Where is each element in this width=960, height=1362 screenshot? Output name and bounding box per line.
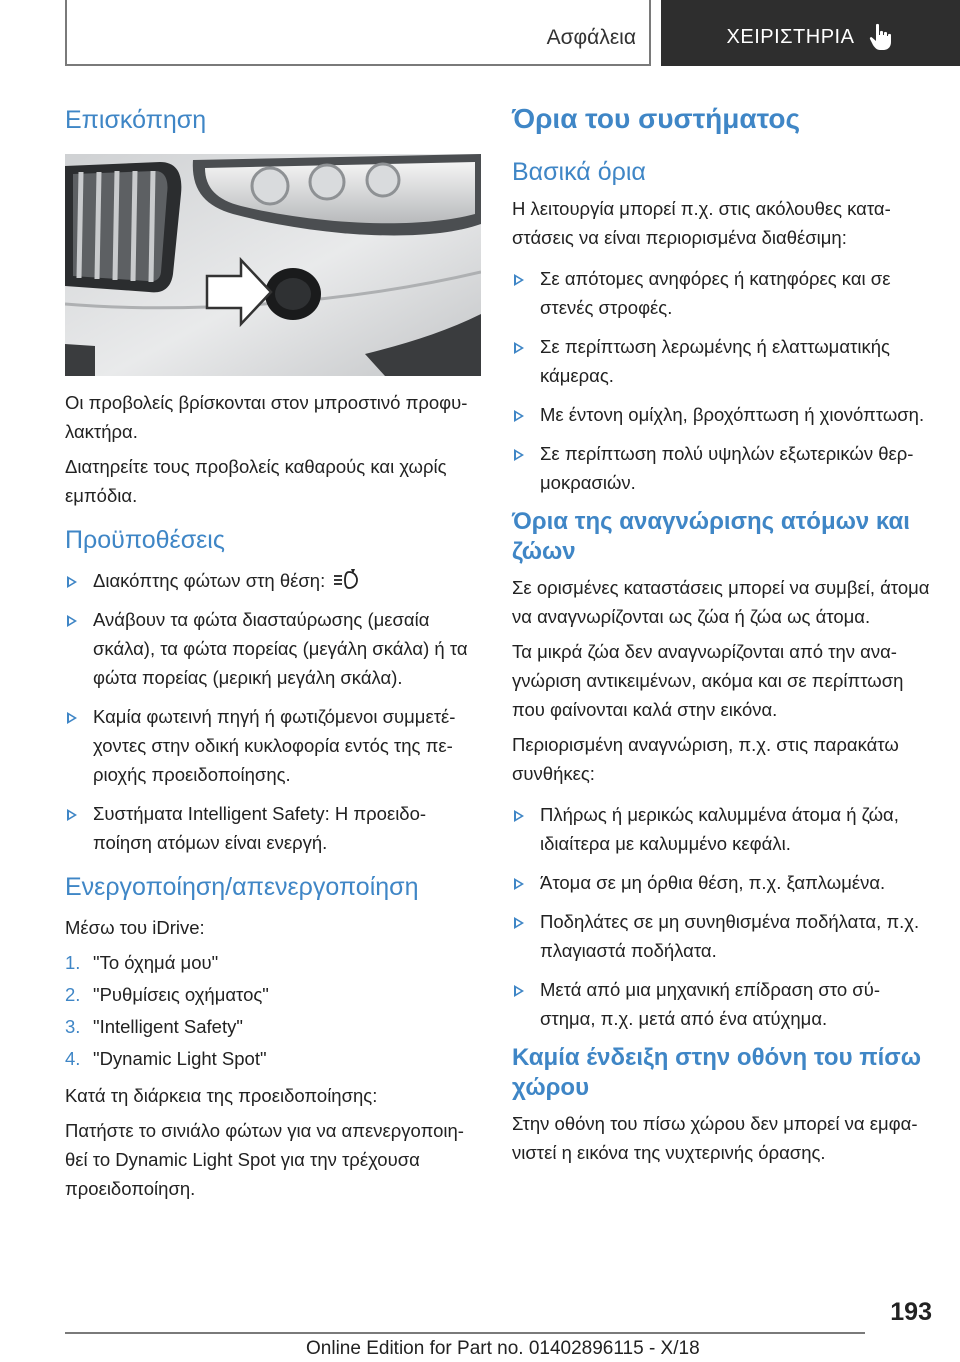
bullet-triangle-icon [514, 410, 524, 422]
bullet-triangle-icon [67, 576, 77, 588]
bullet-triangle-icon [514, 878, 524, 890]
footer-edition-text: Online Edition for Part no. 01402896115 - X/18 [306, 1338, 700, 1359]
list-item-text: Σε περίπτωση πολύ υψηλών εξωτερικών θερ-μοκρασιών. [540, 443, 914, 493]
rear-display-paragraph: Στην οθόνη του πίσω χώρου δεν μπορεί να εμφα-νιστεί η εικόνα της νυχτερινής όρασης. [512, 1113, 918, 1163]
activation-heading: Ενεργοποίηση/απενεργοποίηση [65, 873, 419, 901]
list-item [512, 800, 930, 858]
left-column [65, 96, 481, 1209]
list-item-text: Καμία φωτεινή πηγή ή φωτιζόμενοι συμμετέ-χοντες στην οδική κυκλοφορία εντός της πε-ριοχής προειδοποίησης. [93, 706, 456, 785]
list-item [65, 980, 481, 1009]
basic-limits-intro: Η λειτουργία μπορεί π.χ. στις ακόλουθες κατα-στάσεις να είναι περιορισμένα διαθέσιμη: [512, 198, 891, 248]
recognition-paragraph-3: Περιορισμένη αναγνώριση, π.χ. στις παρακάτω συνθήκες: [512, 734, 899, 784]
list-item [65, 948, 481, 977]
list-item [512, 975, 930, 1033]
bullet-triangle-icon [514, 810, 524, 822]
header-right-rule [649, 0, 651, 66]
prerequisites-list [65, 566, 481, 857]
list-item-text: Ποδηλάτες σε μη συνηθισμένα ποδήλατα, π.χ. πλαγιαστά ποδήλατα. [540, 911, 920, 961]
hand-pointer-icon [868, 22, 894, 52]
step-text: "Dynamic Light Spot" [93, 1048, 267, 1069]
page-number: 193 [890, 1298, 932, 1326]
footer-rule [65, 1332, 865, 1334]
recognition-limits-heading: Όρια της αναγνώρισης ατόμων και ζώων [512, 508, 910, 565]
list-item-text: Με έντονη ομίχλη, βροχόπτωση ή χιονόπτωση. [540, 404, 925, 425]
step-text: "Ρυθμίσεις οχήματος" [93, 984, 269, 1005]
recognition-limits-list [512, 800, 930, 1033]
list-item-text: Συστήματα Intelligent Safety: Η προειδο-ποίηση ατόμων είναι ενεργή. [93, 803, 427, 853]
activation-steps [65, 948, 481, 1073]
step-number: 1. [65, 952, 81, 973]
list-item [65, 1012, 481, 1041]
overview-paragraph-2: Διατηρείτε τους προβολείς καθαρούς και χωρίς εμπόδια. [65, 456, 447, 506]
list-item [512, 439, 930, 497]
list-item-text: Διακόπτης φώτων στη θέση: [93, 570, 326, 591]
overview-heading: Επισκόπηση [65, 106, 207, 134]
list-item [65, 1044, 481, 1073]
bullet-triangle-icon [67, 712, 77, 724]
bullet-triangle-icon [67, 809, 77, 821]
step-text: "Το όχημά μου" [93, 952, 219, 973]
rear-display-heading: Καμία ένδειξη στην οθόνη του πίσω χώρου [512, 1044, 921, 1101]
bullet-triangle-icon [514, 342, 524, 354]
header-chapter-label: ΧΕΙΡΙΣΤΗΡΙΑ [726, 25, 855, 48]
list-item [512, 264, 930, 322]
list-item-text: Σε απότομες ανηφόρες ή κατηφόρες και σε στενές στροφές. [540, 268, 891, 318]
basic-limits-list [512, 264, 930, 497]
list-item [65, 605, 481, 692]
step-text: "Intelligent Safety" [93, 1016, 243, 1037]
headlight-photo [65, 154, 481, 376]
recognition-paragraph-1: Σε ορισμένες καταστάσεις μπορεί να συμβεί, άτομα να αναγνωρίζονται ως ζώα ή ζώα ως άτομα. [512, 577, 930, 627]
list-item-text: Μετά από μια μηχανική επίδραση στο σύ-στημα, π.χ. μετά από ένα ατύχημα. [540, 979, 881, 1029]
during-warning-paragraph: Κατά τη διάρκεια της προειδοποίησης: [65, 1085, 378, 1106]
step-number: 4. [65, 1048, 81, 1069]
list-item-text: Πλήρως ή μερικώς καλυμμένα άτομα ή ζώα, ιδιαίτερα με καλυμμένο κεφάλι. [540, 804, 899, 854]
header-chapter-chip [661, 0, 960, 66]
headlight-beam-icon [333, 569, 359, 591]
header-section-title: Ασφάλεια [546, 26, 636, 49]
step-number: 2. [65, 984, 81, 1005]
list-item-text: Σε περίπτωση λερωμένης ή ελαττωματικής κάμερας. [540, 336, 890, 386]
list-item [65, 702, 481, 789]
bullet-triangle-icon [514, 449, 524, 461]
list-item [65, 799, 481, 857]
list-item [512, 907, 930, 965]
recognition-paragraph-2: Τα μικρά ζώα δεν αναγνωρίζονται από την ανα-γνώριση αντικειμένων, ακόμα και σε περίπτωση που φαίνονται καλά στην εικόνα. [512, 641, 904, 720]
list-item [512, 400, 930, 429]
list-item [65, 566, 481, 595]
list-item [512, 868, 930, 897]
step-number: 3. [65, 1016, 81, 1037]
activation-intro: Μέσω του iDrive: [65, 917, 205, 938]
flash-to-deactivate-paragraph: Πατήστε το σινιάλο φώτων για να απενεργοποιη-θεί το Dynamic Light Spot για την τρέχουσα προειδοποίηση. [65, 1120, 464, 1199]
bullet-triangle-icon [67, 615, 77, 627]
bullet-triangle-icon [514, 985, 524, 997]
overview-paragraph-1: Οι προβολείς βρίσκονται στον μπροστινό προφυ-λακτήρα. [65, 392, 468, 442]
list-item-text: Άτομα σε μη όρθια θέση, π.χ. ξαπλωμένα. [540, 872, 886, 893]
list-item-text: Ανάβουν τα φώτα διασταύρωσης (μεσαία σκάλα), τα φώτα πορείας (μεγάλη σκάλα) ή τα φώτα πορείας (μερική μεγάλη σκάλα). [93, 609, 468, 688]
basic-limits-heading: Βασικά όρια [512, 158, 646, 186]
prerequisites-heading: Προϋποθέσεις [65, 526, 225, 554]
header-bottom-rule [65, 64, 651, 66]
bullet-triangle-icon [514, 917, 524, 929]
right-column [512, 96, 930, 1173]
header-left-rule [65, 0, 67, 66]
bullet-triangle-icon [514, 274, 524, 286]
list-item [512, 332, 930, 390]
system-limits-heading: Όρια του συστήματος [512, 103, 801, 134]
